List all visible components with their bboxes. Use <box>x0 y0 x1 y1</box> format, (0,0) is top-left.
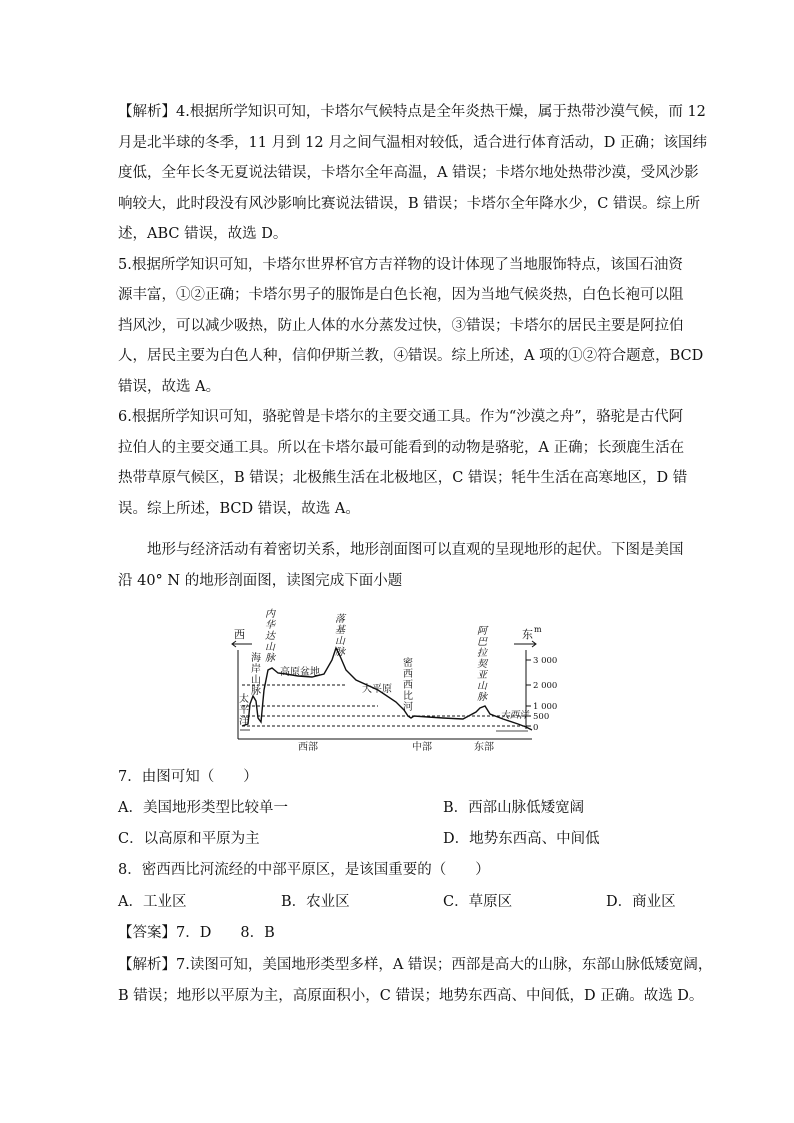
atlantic-label: 大西洋 <box>500 710 529 721</box>
mississippi-label: 密 西 西 比 河 <box>403 658 413 713</box>
answer-line <box>118 918 678 949</box>
appalachian-label: 阿 巴 拉 契 亚 山 脉 <box>477 626 487 703</box>
text-line: 热带草原气候区，B 错误；北极熊生活在北极地区，C 错误；牦牛生活在高寒地区，D 错 <box>118 470 688 486</box>
text-line: 【解析】7.读图可知，美国地形类型多样，A 错误；西部是高大的山脉，东部山脉低矮宽阔， <box>118 957 713 973</box>
sierra-nevada-label: 内 华 达 山 脉 <box>265 609 275 664</box>
text-line: 源丰富，①②正确；卡塔尔男子的服饰是白色长袍，因为当地气候炎热，白色长袍可以阻 <box>118 287 684 303</box>
text-line: 6.根据所学知识可知，骆驼曾是卡塔尔的主要交通工具。作为“沙漠之舟”，骆驼是古代阿 <box>118 409 684 425</box>
answer-text: 【答案】7．D 8．B <box>118 925 275 941</box>
tick-label: 500 <box>533 712 550 722</box>
option-c: C．草原区 <box>443 894 513 910</box>
text-line: 错误，故选 A。 <box>118 378 221 395</box>
text-line: 拉伯人的主要交通工具。所以在卡塔尔最可能看到的动物是骆驼，A 正确；长颈鹿生活在 <box>118 439 685 456</box>
option-b: B．西部山脉低矮宽阔 <box>443 800 585 816</box>
plateau-basin-label: 高原盆地 <box>280 667 320 678</box>
text-line: 【解析】4.根据所学知识可知，卡塔尔气候特点是全年炎热干燥，属于热带沙漠气候，而 12 <box>118 104 706 120</box>
region-central-label: 中部 <box>412 742 432 752</box>
text-line: 述，ABC 错误，故选 D。 <box>118 226 288 242</box>
question-stem: 8．密西西比河流经的中部平原区，是该国重要的（ ） <box>118 862 490 878</box>
option-d: D．地势东西高、中间低 <box>443 831 600 847</box>
text-line: B 错误；地形以平原为主，高原面积小，C 错误；地势东西高、中间低，D 正确。故选 D。 <box>118 987 704 1004</box>
analysis-4-6 <box>118 97 707 524</box>
text-line: 响较大，此时段没有风沙影响比赛说法错误，B 错误；卡塔尔全年降水少，C 错误。综上所 <box>118 195 700 212</box>
tick-label: 1 000 <box>533 702 558 712</box>
question-8-stem <box>118 855 678 886</box>
rocky-label: 落 基 山 脉 <box>335 614 345 658</box>
coast-range-label: 海 岸 山 脉 <box>251 653 261 697</box>
unit-label: m <box>534 625 542 634</box>
region-east-label: 东部 <box>474 742 494 752</box>
tick-label: 0 <box>533 723 539 733</box>
tick-label: 2 000 <box>533 681 558 691</box>
tick-label: 3 000 <box>533 656 558 666</box>
question-8-options <box>118 887 678 917</box>
text-line: 度低，全年长冬无夏说法错误，卡塔尔全年高温，A 错误；卡塔尔地处热带沙漠，受风沙影 <box>118 165 699 181</box>
pacific-label: 太 平 洋 <box>239 694 249 727</box>
east-label: 东 <box>522 628 533 641</box>
analysis-7 <box>118 950 713 1011</box>
option-a: A．工业区 <box>118 894 187 910</box>
text-line: 月是北半球的冬季，11 月到 12 月之间气温相对较低，适合进行体育活动，D 正确；该国纬 <box>118 134 707 151</box>
region-west-label: 西部 <box>298 742 318 752</box>
option-b: B．农业区 <box>281 894 350 910</box>
option-d: D．商业区 <box>606 894 676 910</box>
text-line: 沿 40° N 的地形剖面图，读图完成下面小题 <box>118 572 403 589</box>
great-plains-label: 大平原 <box>362 684 392 695</box>
question-7-options-row-1 <box>118 793 678 823</box>
text-line: 误。综上所述，BCD 错误，故选 A。 <box>118 500 360 517</box>
west-label: 西 <box>234 628 245 641</box>
option-c: C．以高原和平原为主 <box>118 831 260 847</box>
text-line: 地形与经济活动有着密切关系，地形剖面图可以直观的呈现地形的起伏。下图是美国 <box>118 542 684 558</box>
terrain-profile-figure <box>228 604 558 752</box>
question-7-stem <box>118 762 678 793</box>
text-line: 人，居民主要为白色人种，信仰伊斯兰教，④错误。综上所述，A 项的①②符合题意，BCD <box>118 348 704 364</box>
text-line: 挡风沙，可以减少吸热，防止人体的水分蒸发过快，③错误；卡塔尔的居民主要是阿拉伯 <box>118 317 684 334</box>
terrain-profile-svg <box>228 604 558 752</box>
question-stem: 7．由图可知（ ） <box>118 769 258 785</box>
question-7-options-row-2 <box>118 824 678 854</box>
figure-intro <box>118 535 684 596</box>
option-a: A．美国地形类型比较单一 <box>118 800 288 816</box>
text-line: 5.根据所学知识可知，卡塔尔世界杯官方吉祥物的设计体现了当地服饰特点，该国石油资 <box>118 256 683 273</box>
